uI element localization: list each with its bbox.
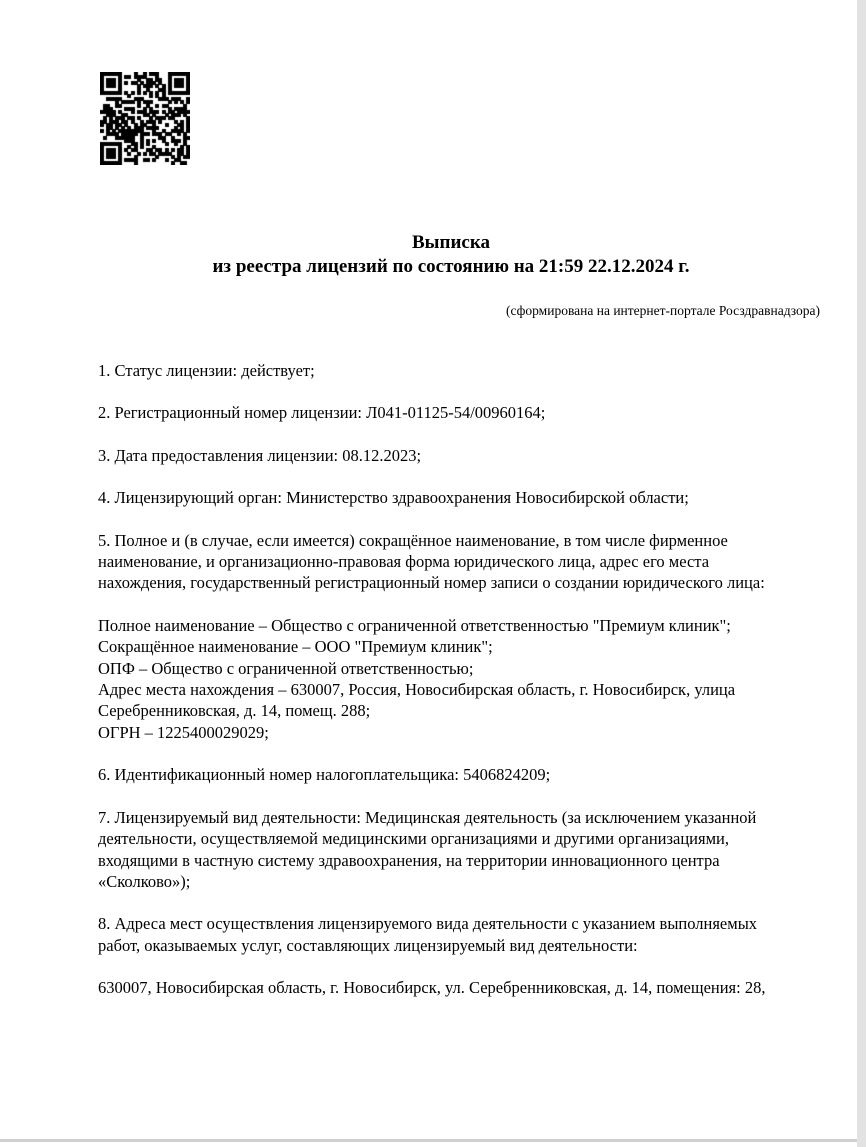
document-line: ОГРН – 1225400029029; xyxy=(98,722,269,742)
document-line: 8. Адреса мест осуществления лицензируемого вида деятельности с указанием выполняемых xyxy=(98,914,758,934)
document-line: наименование, и организационно-правовая форма юридического лица, адрес его места xyxy=(98,552,710,572)
document-line: 1. Статус лицензии: действует; xyxy=(98,361,315,380)
document-line: Серебренниковская, д. 14, помещ. 288; xyxy=(98,701,371,721)
document-line: Сокращённое наименование – ООО "Премиум клиник"; xyxy=(98,637,493,657)
document-line: деятельности, осуществляемой медицинскими организациями и другими организациями, xyxy=(98,829,729,849)
document-line: ОПФ – Общество с ограниченной ответственностью; xyxy=(98,658,474,678)
document-title-line2: из реестра лицензий по состоянию на 21:59 22.12.2024 г. xyxy=(212,256,690,277)
paragraph-activity-type xyxy=(98,807,838,893)
document-line: 630007, Новосибирская область, г. Новосибирск, ул. Серебренниковская, д. 14, помещения: 28, xyxy=(98,978,766,998)
paragraph-license-status xyxy=(98,360,838,381)
paragraph-entity-intro xyxy=(98,530,838,594)
paragraph-activity-address xyxy=(98,977,838,998)
document-line: 7. Лицензируемый вид деятельности: Медицинская деятельность (за исключением указанной xyxy=(98,807,757,827)
paragraph-inn xyxy=(98,764,838,785)
page-edge-right xyxy=(857,0,866,1147)
document-line: нахождения, государственный регистрационный номер записи о создании юридического лица: xyxy=(98,573,765,593)
document-line: 2. Регистрационный номер лицензии: Л041-01125-54/00960164; xyxy=(98,403,546,423)
document-line: входящими в частную систему здравоохранения, на территории инновационного центра xyxy=(98,850,720,870)
document-line: «Сколково»); xyxy=(98,871,191,891)
paragraph-entity-details xyxy=(98,615,838,743)
document-line: Адрес места нахождения – 630007, Россия, Новосибирская область, г. Новосибирск, улица xyxy=(98,680,736,700)
paragraph-registration-number xyxy=(98,402,838,423)
document-body xyxy=(98,360,838,1020)
document-line: Полное наименование – Общество с ограниченной ответственностью "Премиум клиник"; xyxy=(98,615,731,635)
document-line: 5. Полное и (в случае, если имеется) сокращённое наименование, в том числе фирменное xyxy=(98,530,728,550)
document-title-line1: Выписка xyxy=(412,232,490,253)
qr-code-icon xyxy=(100,72,190,165)
paragraph-activity-addresses-intro xyxy=(98,913,838,956)
document-line: 3. Дата предоставления лицензии: 08.12.2023; xyxy=(98,445,422,465)
document-line: работ, оказываемых услуг, составляющих лицензируемый вид деятельности: xyxy=(98,935,638,955)
document-title xyxy=(98,231,804,279)
paragraph-licensing-authority xyxy=(98,487,838,508)
document-subtitle: (сформирована на интернет-портале Росздравнадзора) xyxy=(505,303,820,318)
paragraph-license-date xyxy=(98,445,838,466)
document-line: 4. Лицензирующий орган: Министерство здравоохранения Новосибирской области; xyxy=(98,488,689,508)
page-edge-bottom xyxy=(0,1139,857,1142)
document-line: 6. Идентификационный номер налогоплательщика: 5406824209; xyxy=(98,765,551,785)
